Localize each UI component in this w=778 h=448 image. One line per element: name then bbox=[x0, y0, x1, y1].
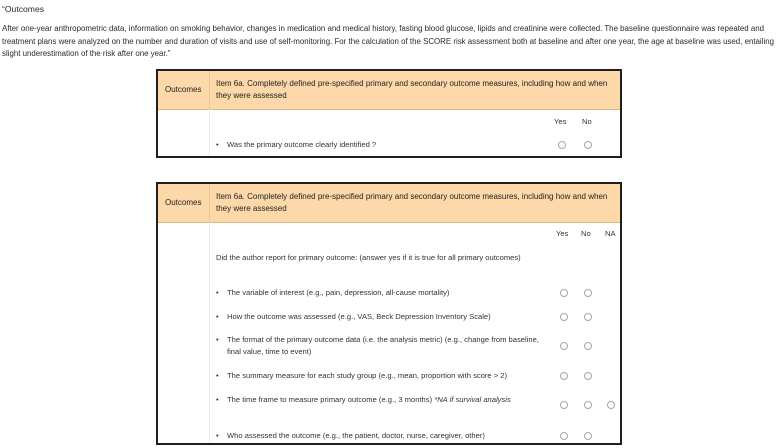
radio-yes[interactable] bbox=[560, 313, 568, 321]
column-header-no: No bbox=[582, 117, 592, 126]
item-label: The format of the primary outcome data (i.e. the analysis metric) (e.g., change from baseline, final value, time to event) bbox=[227, 335, 539, 357]
item-6a-description: Item 6a. Completely defined pre-specified primary and secondary outcome measures, including how and when they were assessed bbox=[216, 192, 608, 214]
checklist-panel-primary-outcome bbox=[156, 69, 622, 158]
outcomes-tag: Outcomes bbox=[165, 85, 202, 94]
bullet-icon: • bbox=[216, 288, 219, 297]
bullet-icon: • bbox=[216, 371, 219, 380]
list-item bbox=[216, 334, 546, 358]
question-row bbox=[216, 139, 546, 151]
radio-no[interactable] bbox=[584, 432, 592, 440]
item-label: Who assessed the outcome (e.g., the patient, doctor, nurse, caregiver, other) bbox=[227, 431, 485, 440]
radio-yes[interactable] bbox=[560, 289, 568, 297]
radio-na[interactable] bbox=[607, 401, 615, 409]
radio-no[interactable] bbox=[584, 342, 592, 350]
checklist-panel-primary-outcome-details bbox=[156, 182, 622, 445]
question-label: Was the primary outcome clearly identified ? bbox=[227, 140, 377, 149]
list-item bbox=[216, 430, 546, 442]
item-label: How the outcome was assessed (e.g., VAS, Beck Depression Inventory Scale) bbox=[227, 312, 491, 321]
radio-no[interactable] bbox=[584, 141, 592, 149]
radio-yes[interactable] bbox=[558, 141, 566, 149]
column-header-yes: Yes bbox=[556, 229, 569, 238]
radio-yes[interactable] bbox=[560, 432, 568, 440]
body-divider bbox=[209, 109, 210, 156]
column-header-na: NA bbox=[605, 229, 616, 238]
column-header-no: No bbox=[581, 229, 591, 238]
column-header-yes: Yes bbox=[554, 117, 567, 126]
panel-header bbox=[158, 71, 620, 110]
radio-no[interactable] bbox=[584, 313, 592, 321]
bullet-icon: • bbox=[216, 312, 219, 321]
bullet-icon: • bbox=[216, 335, 219, 344]
radio-no[interactable] bbox=[584, 372, 592, 380]
radio-no[interactable] bbox=[584, 401, 592, 409]
item-note: *NA if survival analysis bbox=[434, 395, 511, 404]
item-label: The summary measure for each study group (e.g., mean, proportion with score > 2) bbox=[227, 371, 508, 380]
header-divider bbox=[209, 184, 210, 222]
bullet-icon: • bbox=[216, 431, 219, 440]
outcomes-tag: Outcomes bbox=[165, 198, 202, 207]
list-item bbox=[216, 311, 546, 323]
item-text: The time frame to measure primary outcome (e.g., 3 months) bbox=[227, 395, 433, 404]
item-6a-description: Item 6a. Completely defined pre-specified primary and secondary outcome measures, including how and when they were assessed bbox=[216, 79, 608, 101]
item-label: The variable of interest (e.g., pain, depression, all-cause mortality) bbox=[227, 288, 450, 297]
quote-paragraph: After one-year anthropometric data, information on smoking behavior, changes in medication and medical history, fasting blood glucose, lipids and creatinine were collected. The baseline questionnaire was repeated and treatment plans were analyzed on the number and duration of visits and use of self-monitoring. For the calculation of the SCORE risk assessment both at baseline and after one year, the age at baseline was used, entailing slight underestimation of the risk after one year.” bbox=[2, 24, 774, 59]
radio-yes[interactable] bbox=[560, 372, 568, 380]
item-label bbox=[216, 394, 546, 406]
radio-yes[interactable] bbox=[560, 342, 568, 350]
radio-no[interactable] bbox=[584, 289, 592, 297]
panel-header bbox=[158, 184, 620, 223]
header-divider bbox=[209, 71, 210, 109]
bullet-icon: • bbox=[216, 395, 219, 404]
radio-yes[interactable] bbox=[560, 401, 568, 409]
bullet-icon: • bbox=[216, 140, 219, 149]
body-divider bbox=[209, 222, 210, 443]
list-item bbox=[216, 287, 546, 299]
list-item bbox=[216, 394, 546, 406]
quote-heading: “Outcomes bbox=[2, 4, 45, 14]
list-item bbox=[216, 370, 546, 382]
intro-question: Did the author report for primary outcome: (answer yes if it is true for all primary outcomes) bbox=[216, 253, 521, 262]
